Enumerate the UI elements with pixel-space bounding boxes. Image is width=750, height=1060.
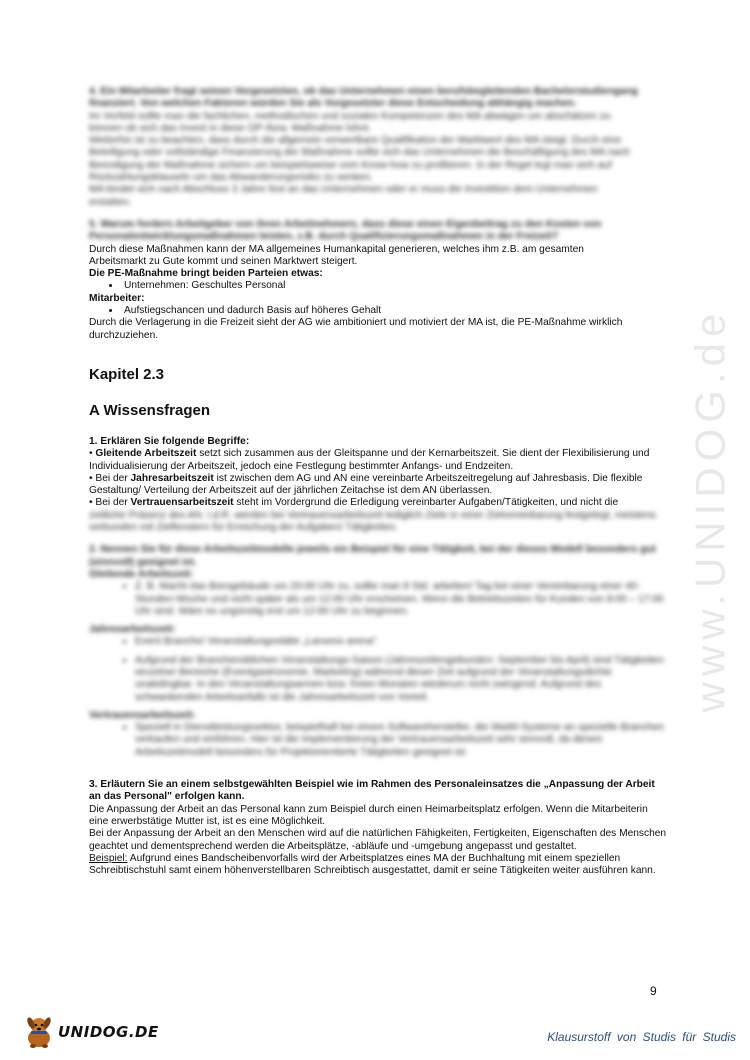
answer-line: durchzuziehen. (89, 329, 159, 341)
employee-list (89, 305, 669, 317)
answer-line: Durch die Verlagerung in die Freizeit sieht der AG wie ambitioniert und motiviert der MA ist, die PE-Maßnahme wirklich (89, 317, 623, 329)
question-3-title: 3. Erläutern Sie an einem selbstgewählten Beispiel wie im Rahmen des Personaleinsatzes die „Anpassung der Arbeit an das Personal" erfolgen kann. (89, 779, 655, 803)
question-5-title: 5. Warum fordern Arbeitgeber von ihren Arbeitnehmern, dass diese einen Eigenbeitrag zu den Kosten von Personalentwicklungsmaßnahmen leisten, z.B. durch Qualifizierungsmaßnahmen in der Freizeit? (89, 218, 602, 243)
blurred-question-4 (89, 86, 669, 244)
answer-paragraph: Bei der Anpassung der Arbeit an den Menschen wird auf die natürlichen Fähigkeiten, Fertigkeiten, Eigenschaften des Menschen geachtet und dementsprechend werden die Arbeitsplätze, -abläufe und -umgebung angepasst und gestaltet. (89, 828, 667, 852)
section-title: A Wissensfragen (89, 401, 211, 419)
jahres-heading: Jahresarbeitszeit: (89, 624, 176, 636)
answer-line: Beteiligung oder vollständige Finanzierung der Maßnahme sollte sich das Unternehmen die Beschäftigung des MA nach (89, 147, 630, 159)
unidog-logo (22, 1012, 159, 1052)
gleitende-list (89, 581, 669, 618)
list-item: • Aufgrund der Branchenüblichen Veranstaltungs-Saison (Jahreszeitengebunden: September bis April) sind Tätigkeiten einzelner Bereiche (Eventgastronomie, Marketing) während dieser Zeit aufgrund der Veranstaltungsdichte unabdingbar. In den Veranstaltungsarmen bzw. freien Monaten wiederum nicht zwingend. Aufgrund des schwankenden Arbeitsanfalls ist die Jahresarbeitszeit von Vorteil. (135, 655, 669, 704)
answer-line: Im Vorfeld sollte man die fachlichen, methodischen und sozialen Kompetenzen des MA abwägen um abschätzen zu (89, 110, 611, 122)
list-item: • Unternehmen: Geschultes Personal (121, 280, 669, 292)
answer-line: erstatten. (89, 196, 132, 208)
watermark: www.UNIDOG.de (686, 307, 734, 713)
dog-icon (22, 1014, 56, 1050)
term-gleitende-arbeitszeit: • Gleitende Arbeitszeit setzt sich zusammen aus der Gleitspanne und der Kernarbeitszeit. Sie dient der Flexibilisierung und Individualisierung der Arbeitszeit, jedoch eine Festlegung bestimmter Anfangs- und Endzeiten. (89, 448, 650, 472)
list-item: • Z. B. Macht das Bürogebäude um 20:00 Uhr zu, sollte man 8 Std. arbeiten/ Tag bei einer Vereinbarung einer 40-Stunden-Woche und nicht später als um 12:00 Uhr erscheinen. Wenn die Betriebszeiten für Kunden von 8:00 – 17:00 Uhr sind. Wäre es ungünstig erst um 12:00 Uhr zu beginnen. (135, 581, 669, 618)
chapter-title: Kapitel 2.3 (89, 365, 165, 383)
employee-heading: Mitarbeiter: (89, 292, 145, 304)
list-item: • Aufstiegschancen und dadurch Basis auf höheres Gehalt (121, 305, 669, 317)
answer-line: MA bindet sich nach Abschluss 3 Jahre fest an das Unternehmen oder er muss die Investition dem Unternehmen (89, 184, 598, 196)
question-1 (89, 436, 669, 510)
gleitende-heading: Gleitende Arbeitszeit: (89, 568, 194, 580)
list-item: • Speziell in Dienstleistungssektor, beispielhaft bei einem Softwarehersteller, die WaWi-Systeme an spezielle Branchen verkaufen und einführen. Hier ist die Implementierung der Vertrauensarbeitszeit sehr sinnvoll, da dieses Arbeitszeitmodell besonders für Projektorientierte Tätigkeiten geeignet ist. (135, 722, 669, 759)
answer-paragraph: Die Anpassung der Arbeit an das Personal kann zum Beispiel durch einen Heimarbeitsplatz erfolgen. Wenn die Mitarbeiterin eine erwerbstätige Mutter ist, ist es eine Möglichkeit. (89, 803, 648, 827)
footer-slogan: Klausurstoff von Studis für Studis (547, 1030, 736, 1044)
page-number: 9 (650, 984, 657, 998)
question-4-title: 4. Ein Mitarbeiter fragt seinen Vorgesetzten, ob das Unternehmen einen berufsbegleitenden Bachelorstudiengang finanziert. Von welchen Faktoren würden Sie als Vorgesetzter diese Entscheidung abhängig machen. (89, 86, 638, 110)
question-4-answer (89, 111, 669, 209)
example-label: Beispiel: (89, 852, 128, 864)
question-1-title: 1. Erklären Sie folgende Begriffe: (89, 435, 250, 447)
blurred-question-2 (89, 510, 669, 759)
vertrauens-list (89, 722, 669, 759)
term-jahresarbeitszeit: • Bei der Jahresarbeitszeit ist zwischen dem AG und AN eine vereinbarte Arbeitszeitregelung auf Jahresbasis. Die flexible Gestaltung/ Verteilung der Arbeitszeit auf der jährlichen Zeitachse ist dem AN überlassen. (89, 472, 643, 497)
question-3 (89, 779, 669, 877)
list-item: • Event Branche/ Veranstaltungsstätte „Lanxess arena" (135, 636, 669, 648)
answer-line: Beendigung der Maßnahme sichern um beispielsweise vom Know-how zu profitieren. In der Regel legt man sich auf (89, 159, 612, 171)
company-list (89, 280, 669, 292)
answer-line: Arbeitsmarkt zu Gute kommt und seinen Marktwert steigert. (89, 255, 358, 267)
logo-text: UNIDOG.DE (58, 1023, 159, 1041)
jahres-list (89, 636, 669, 703)
question-2-title: 2. Nennen Sie für diese Arbeitszeitmodelle jeweils ein Beispiel für eine Tätigkeit, bei der dieses Modell besonders gut (sinnvoll) geeignet ist. (89, 544, 656, 568)
question-1-continuation: zeitliche Präsenz des AN. I.d.R. werden bei Vertrauensarbeitszeit lediglich Ziele in einer Zielvereinbarung festgelegt, meistens verbunden mit Zielfenstern für Erreichung der Aufgaben/ Tätigkeiten. (89, 509, 656, 534)
example-paragraph: Beispiel: Aufgrund eines Bandscheibenvorfalls wird der Arbeitsplatzes eines MA der Buchhaltung mit einem speziellen Schreibtischstuhl samt einem höhenverstellbaren Schreibtisch ausgestattet, damit er seine Tätigkeiten weiter ausführen kann. (89, 852, 656, 877)
vertrauens-heading: Vertrauensarbeitszeit: (89, 709, 196, 721)
page-content (89, 86, 669, 877)
answer-line: Rückzahlungsklauseln um das Abwanderungsrisiko zu senken. (89, 172, 373, 184)
question-5-answer (89, 244, 669, 342)
answer-line: Weiterhin ist zu beachten, dass durch die allgemein verwertbare Qualifikation der Marktwert des MA steigt. Durch eine (89, 135, 622, 147)
answer-line: Durch diese Maßnahmen kann der MA allgemeines Humankapital generieren, welches ihm z.B. am gesamten (89, 243, 584, 255)
answer-line: können ob sich das Invest in diese OP-/bzw. Maßnahme lohnt. (89, 122, 372, 134)
both-parties-heading: Die PE-Maßnahme bringt beiden Parteien etwas: (89, 268, 323, 280)
term-vertrauensarbeitszeit: • Bei der Vertrauensarbeitszeit steht im Vordergrund die Erledigung vereinbarter Aufgaben/Tätigkeiten, und nicht die (89, 497, 619, 509)
